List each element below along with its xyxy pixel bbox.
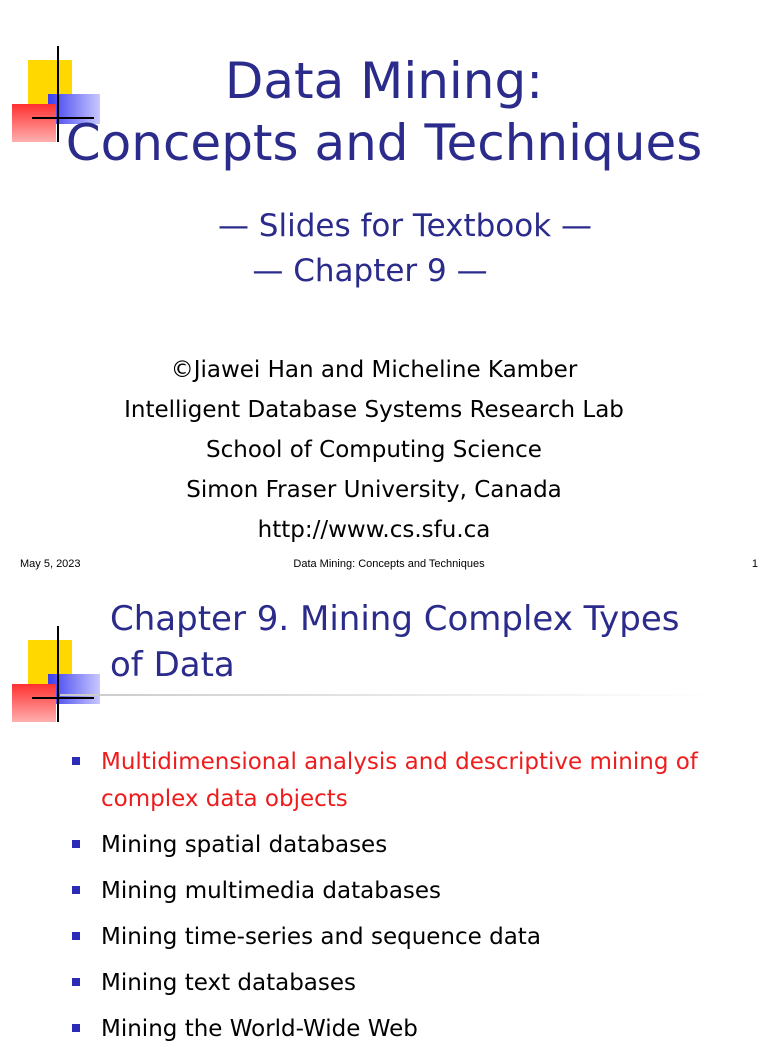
topic-item-label: Mining the World-Wide Web bbox=[101, 1016, 418, 1042]
topic-item-web bbox=[72, 1011, 712, 1048]
footer-page-number: 1 bbox=[751, 558, 758, 570]
lab-name: Intelligent Database Systems Research Lab bbox=[124, 397, 624, 423]
square-bullet-icon bbox=[72, 978, 80, 986]
slide-title-line-2: Concepts and Techniques bbox=[65, 114, 703, 172]
overlapping-squares-logo-icon bbox=[12, 626, 102, 722]
square-bullet-icon bbox=[72, 757, 80, 765]
slide-title bbox=[0, 50, 768, 174]
topic-item-multidimensional-analysis bbox=[72, 744, 712, 818]
square-bullet-icon bbox=[72, 886, 80, 894]
square-bullet-icon bbox=[72, 932, 80, 940]
website-url: http://www.cs.sfu.ca bbox=[257, 517, 491, 543]
topic-item-multimedia bbox=[72, 873, 712, 910]
slide-title-line-1: Data Mining: bbox=[224, 52, 544, 110]
topic-item-label: Mining spatial databases bbox=[101, 832, 388, 858]
subtitle-line-1: — Slides for Textbook — bbox=[217, 208, 593, 244]
copyright-authors: ©Jiawei Han and Micheline Kamber bbox=[170, 357, 578, 383]
topic-item-label: Mining time-series and sequence data bbox=[101, 924, 541, 950]
chapter-title bbox=[110, 596, 750, 688]
university-name: Simon Fraser University, Canada bbox=[186, 477, 562, 503]
topic-item-time-series bbox=[72, 919, 712, 956]
square-bullet-icon bbox=[72, 840, 80, 848]
topic-item-label: Mining multimedia databases bbox=[101, 878, 442, 904]
footer-title: Data Mining: Concepts and Techniques bbox=[293, 558, 485, 570]
topic-item-text-databases bbox=[72, 965, 712, 1002]
title-divider bbox=[60, 694, 720, 696]
subtitle-line-2: — Chapter 9 — bbox=[252, 253, 488, 289]
chapter-title-line-2: of Data bbox=[110, 645, 235, 685]
chapter-title-line-1: Chapter 9. Mining Complex Types bbox=[110, 599, 680, 639]
author-block bbox=[0, 350, 748, 550]
topic-item-label: Multidimensional analysis and descriptive mining of complex data objects bbox=[101, 749, 698, 812]
topic-item-label: Mining text databases bbox=[101, 970, 357, 996]
school-name: School of Computing Science bbox=[206, 437, 542, 463]
topic-item-spatial bbox=[72, 827, 712, 864]
square-bullet-icon bbox=[72, 1024, 80, 1032]
footer-date: May 5, 2023 bbox=[20, 558, 81, 570]
topic-list bbox=[72, 744, 712, 1057]
